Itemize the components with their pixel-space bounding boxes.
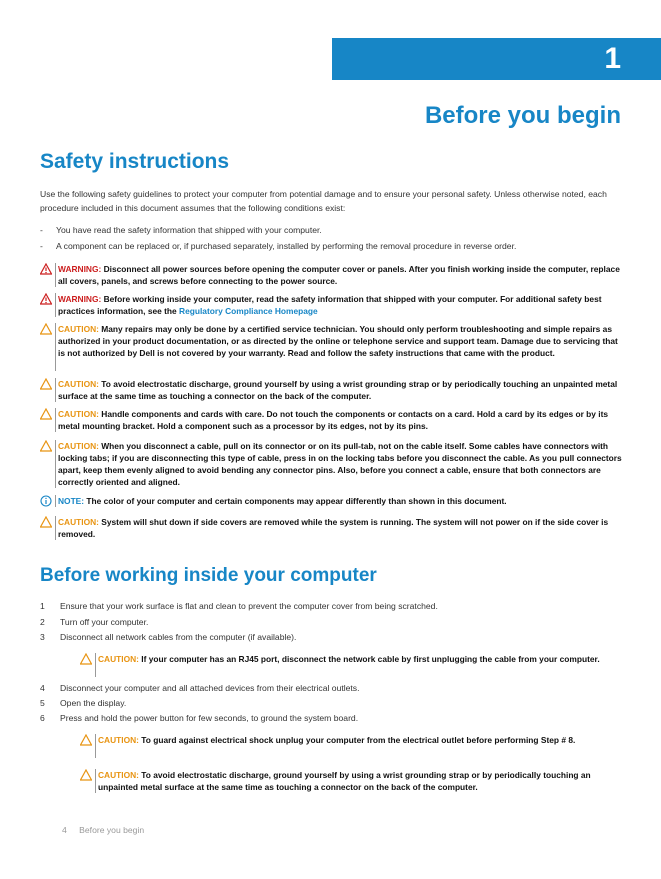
notice-label: CAUTION: [98,735,139,745]
notice-label: WARNING: [58,294,102,304]
warning-notice [40,293,622,317]
step-number: 5 [40,698,45,708]
notice-label: NOTE: [58,496,85,506]
step-number: 6 [40,713,45,723]
step-text: Turn off your computer. [60,617,149,627]
note-notice [40,495,622,507]
info-icon [40,495,52,507]
notice-label: CAUTION: [58,441,99,451]
notice-label: CAUTION: [58,409,99,419]
step-number: 1 [40,601,45,611]
step-number: 4 [40,683,45,693]
step-text: Disconnect your computer and all attached devices from their electrical outlets. [60,683,360,693]
notice-text: Handle components and cards with care. Do not touch the components or contacts on a card. Hold a card by its edges or by its metal mounting bracket. Hold a component such as a processor by its edges, not by its pins. [58,409,609,431]
caution-notice [40,440,622,488]
notice-label: CAUTION: [98,770,139,780]
caution-notice [40,323,622,371]
step-text: Ensure that your work surface is flat and clean to prevent the computer cover from being scratched. [60,601,438,611]
notice-text: To avoid electrostatic discharge, ground yourself by using a wrist grounding strap or by periodically touching an unpainted metal surface at the same time as touching a connector on the back of the computer. [58,379,618,401]
notice-text: To avoid electrostatic discharge, ground yourself by using a wrist grounding strap or by periodically touching an unpainted metal surface at the same time as touching a connector on the back of the computer. [98,770,591,792]
page-footer [62,825,144,835]
warning-icon [40,263,52,275]
step-number: 2 [40,617,45,627]
notice-text: Disconnect all power sources before opening the computer cover or panels. After you finish working inside the computer, replace all covers, panels, and screws before connecting to the power source. [58,264,620,286]
before-working-heading: Before working inside your computer [40,565,377,586]
notice-text: If your computer has an RJ45 port, disconnect the network cable by first unplugging the cable from your computer. [141,654,600,664]
notice-text: To guard against electrical shock unplug your computer from the electrical outlet before performing Step # 8. [141,735,576,745]
notice-label: CAUTION: [98,654,139,664]
caution-icon [40,440,52,452]
caution-notice [40,408,622,432]
warning-icon [40,293,52,305]
notice-text: When you disconnect a cable, pull on its connector or on its pull-tab, not on the cable itself. Some cables have connectors with locking tabs; if you are disconnecting this type of cable, press in on the locking tabs before you disconnect the cable. As you pull connectors apart, keep them evenly aligned to avoid bending any connector pins. Also, before you connect a cable, ensure that both connectors are correctly oriented and aligned. [58,441,622,487]
list-item-text: A component can be replaced or, if purchased separately, installed by performing the removal procedure in reverse order. [56,241,517,251]
caution-notice [80,653,622,677]
notice-label: WARNING: [58,264,102,274]
step-text: Press and hold the power button for few seconds, to ground the system board. [60,713,359,723]
caution-notice [80,769,622,793]
caution-icon [40,408,52,420]
safety-heading: Safety instructions [40,150,230,173]
chapter-number-bar [332,38,661,80]
step-text: Open the display. [60,698,127,708]
notice-text: System will shut down if side covers are removed while the system is running. The system will not power on if the side cover is removed. [58,517,609,539]
regulatory-compliance-link[interactable]: Regulatory Compliance Homepage [179,306,318,316]
caution-icon [80,734,92,746]
chapter-number: 1 [604,42,621,75]
notice-label: CAUTION: [58,517,99,527]
notice-label: CAUTION: [58,324,99,334]
warning-notice [40,263,622,287]
notice-text: Before working inside your computer, read the safety information that shipped with your computer. For additional safety best practices information, see the [58,294,602,316]
notice-text: The color of your computer and certain components may appear differently than shown in this document. [86,496,507,506]
caution-notice [40,516,622,540]
caution-icon [40,516,52,528]
caution-icon [80,769,92,781]
step-number: 3 [40,632,45,642]
page-number: 4 [62,825,67,835]
notice-text: Many repairs may only be done by a certified service technician. You should only perform troubleshooting and simple repairs as authorized in your product documentation, or as directed by the online or telephone service and support team. Damage due to servicing that is not authorized by Dell is not covered by your warranty. Read and follow the safety instructions that came with the product. [58,324,618,358]
chapter-title: Before you begin [424,102,621,129]
caution-icon [80,653,92,665]
caution-icon [40,323,52,335]
caution-notice [40,378,622,402]
list-item-text: You have read the safety information that shipped with your computer. [56,225,322,235]
step-text: Disconnect all network cables from the computer (if available). [60,632,297,642]
safety-intro: Use the following safety guidelines to protect your computer from potential damage and to ensure your personal safety. Unless otherwise noted, each procedure included in this document assumes that the following conditions exist: [40,189,607,213]
caution-icon [40,378,52,390]
footer-label: Before you begin [79,825,145,835]
notice-label: CAUTION: [58,379,99,389]
caution-notice [80,734,622,758]
